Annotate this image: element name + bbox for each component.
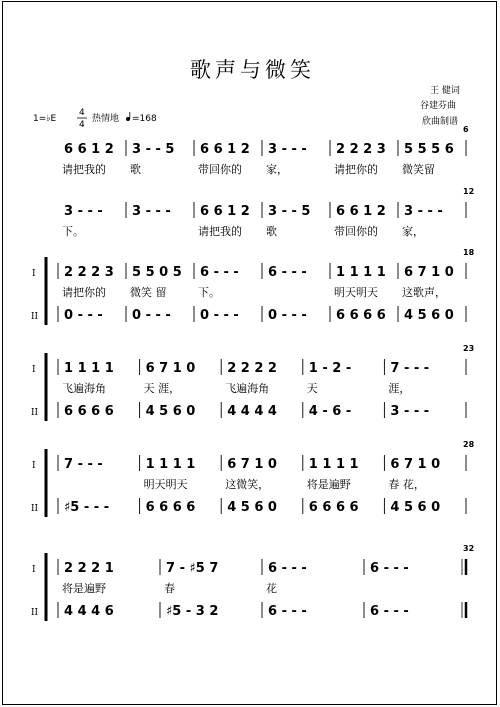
measure-number: 28 <box>463 440 475 449</box>
voice-label-ii: II <box>31 504 39 514</box>
lyric-text: 天 涯， <box>143 382 181 395</box>
measure-notes: 0 - - - <box>200 308 239 323</box>
measure-notes: 3 - - - <box>390 404 430 419</box>
lyric-text: 春 <box>164 582 175 595</box>
measure-notes: 6 - - - <box>268 265 307 280</box>
measure-notes: 6 - - - <box>370 604 409 619</box>
score-system <box>62 187 474 238</box>
lyricist-credit: 王 健词 <box>430 86 460 96</box>
lyric-text: 明天明天 <box>143 478 188 491</box>
lyric-text: 这歌声， <box>402 286 446 299</box>
measure-notes: 1 1 1 1 <box>336 265 386 280</box>
lyric-text: 请把你的 <box>334 163 378 176</box>
song-title: 歌声与微笑 <box>190 58 315 82</box>
key-signature: 1=♭E <box>33 114 57 124</box>
measure-notes: 6 6 6 6 <box>308 500 359 515</box>
measure-notes: 6 7 1 0 <box>227 457 277 472</box>
measure-notes: 2 2 2 3 <box>336 142 386 157</box>
measure-number: 18 <box>463 248 475 257</box>
measure-notes: 6 6 6 6 <box>336 308 386 323</box>
measure-notes: 1 1 1 1 <box>145 457 196 472</box>
lyric-text: 春 花， <box>388 478 425 491</box>
measure-notes: 3 - - 5 <box>268 204 311 219</box>
lyric-text: 下。 <box>62 225 84 238</box>
measure-notes: 0 - - - <box>268 308 307 323</box>
lyric-text: 这微笑， <box>225 478 270 491</box>
measure-notes: 6 6 6 6 <box>145 500 196 515</box>
score-system <box>62 125 469 176</box>
measure-notes: 3 - - - <box>132 204 171 219</box>
voice-label-i: I <box>32 269 36 279</box>
measure-notes: 7 - ♯5 7 <box>166 561 219 576</box>
measure-notes: 0 - - - <box>132 308 171 323</box>
measure-notes: 6 7 1 0 <box>390 457 441 472</box>
measure-notes: 6 - - - <box>268 604 307 619</box>
measure-number: 12 <box>463 187 475 196</box>
measure-notes: 6 6 1 2 <box>64 142 114 157</box>
lyric-text: 将是遍野 <box>306 478 351 491</box>
measure-notes: 6 - - - <box>200 265 239 280</box>
lyric-text: 微笑 留 <box>130 286 167 299</box>
measure-notes: 3 - - - <box>268 142 307 157</box>
tempo-marking: 热情地 <box>92 114 120 124</box>
measure-notes: 7 - - - <box>64 457 103 472</box>
measure-notes: 6 6 1 2 <box>200 204 250 219</box>
lyric-text: 花 <box>266 582 277 595</box>
measure-notes: 3 - - 5 <box>132 142 175 157</box>
lyric-text: 明天明天 <box>334 286 378 299</box>
lyric-text: 将是遍野 <box>62 582 106 595</box>
measure-notes: 6 - - - <box>268 561 307 576</box>
voice-label-i: I <box>32 565 36 575</box>
score-system <box>31 344 474 421</box>
measure-number: 23 <box>463 344 475 353</box>
measure-notes: 1 - 2 - <box>308 361 352 376</box>
measure-notes: 2 2 2 1 <box>64 561 114 576</box>
lyric-text: 家， <box>266 163 288 176</box>
lyric-text: 请把你的 <box>62 286 106 299</box>
score-system <box>31 544 474 621</box>
score-system <box>31 440 475 517</box>
score-system <box>31 248 475 325</box>
measure-notes: 6 6 6 6 <box>64 404 114 419</box>
measure-number: 6 <box>463 125 469 134</box>
lyric-text: 飞遍海角 <box>225 382 270 395</box>
score-systems <box>31 125 475 621</box>
measure-notes: 0 - - - <box>64 308 103 323</box>
time-signature-top: 4 <box>79 108 85 118</box>
measure-notes: 4 4 4 6 <box>64 604 114 619</box>
measure-notes: 3 - - - <box>64 204 103 219</box>
measure-notes: 2 2 2 3 <box>64 265 114 280</box>
lyric-text: 带回你的 <box>334 225 378 238</box>
measure-notes: 4 5 6 0 <box>145 404 196 419</box>
lyric-text: 家， <box>402 225 424 238</box>
voice-label-i: I <box>32 365 36 375</box>
lyric-text: 歌 <box>130 163 141 176</box>
measure-notes: ♯5 - - - <box>64 500 110 515</box>
measure-notes: 3 - - - <box>404 204 443 219</box>
composer-credit: 谷建芬曲 <box>420 101 457 111</box>
lyric-text: 歌 <box>266 225 277 238</box>
lyric-text: 微笑留 <box>402 163 435 176</box>
lyric-text: 涯， <box>388 382 411 395</box>
measure-notes: 5 5 0 5 <box>132 265 182 280</box>
measure-notes: 5 5 5 6 <box>404 142 454 157</box>
time-signature-bottom: 4 <box>79 120 85 130</box>
measure-notes: 4 5 6 0 <box>227 500 277 515</box>
lyric-text: 请把我的 <box>198 225 242 238</box>
lyric-text: 天 <box>306 382 318 395</box>
lyric-text: 请把我的 <box>62 163 106 176</box>
measure-notes: 7 - - - <box>390 361 430 376</box>
measure-notes: 1 1 1 1 <box>64 361 114 376</box>
engraver-credit: 欣曲制谱 <box>422 117 459 127</box>
voice-label-ii: II <box>31 312 39 322</box>
measure-notes: 6 7 1 0 <box>404 265 454 280</box>
lyric-text: 带回你的 <box>198 163 242 176</box>
measure-notes: ♯5 - 3 2 <box>166 604 219 619</box>
measure-notes: 4 5 6 0 <box>390 500 441 515</box>
voice-label-ii: II <box>31 408 39 418</box>
measure-number: 32 <box>463 544 475 553</box>
measure-notes: 6 7 1 0 <box>145 361 196 376</box>
measure-notes: 4 5 6 0 <box>404 308 454 323</box>
measure-notes: 4 - 6 - <box>308 404 352 419</box>
measure-notes: 6 - - - <box>370 561 409 576</box>
measure-notes: 6 6 1 2 <box>200 142 250 157</box>
voice-label-i: I <box>32 461 36 471</box>
voice-label-ii: II <box>31 608 39 618</box>
measure-notes: 4 4 4 4 <box>227 404 277 419</box>
lyric-text: 飞遍海角 <box>62 382 106 395</box>
measure-notes: 2 2 2 2 <box>227 361 277 376</box>
measure-notes: 1 1 1 1 <box>308 457 359 472</box>
measure-notes: 6 6 1 2 <box>336 204 386 219</box>
quarter-note-icon <box>126 117 130 121</box>
lyric-text: 下。 <box>198 286 220 299</box>
tempo-value: =168 <box>132 114 157 124</box>
